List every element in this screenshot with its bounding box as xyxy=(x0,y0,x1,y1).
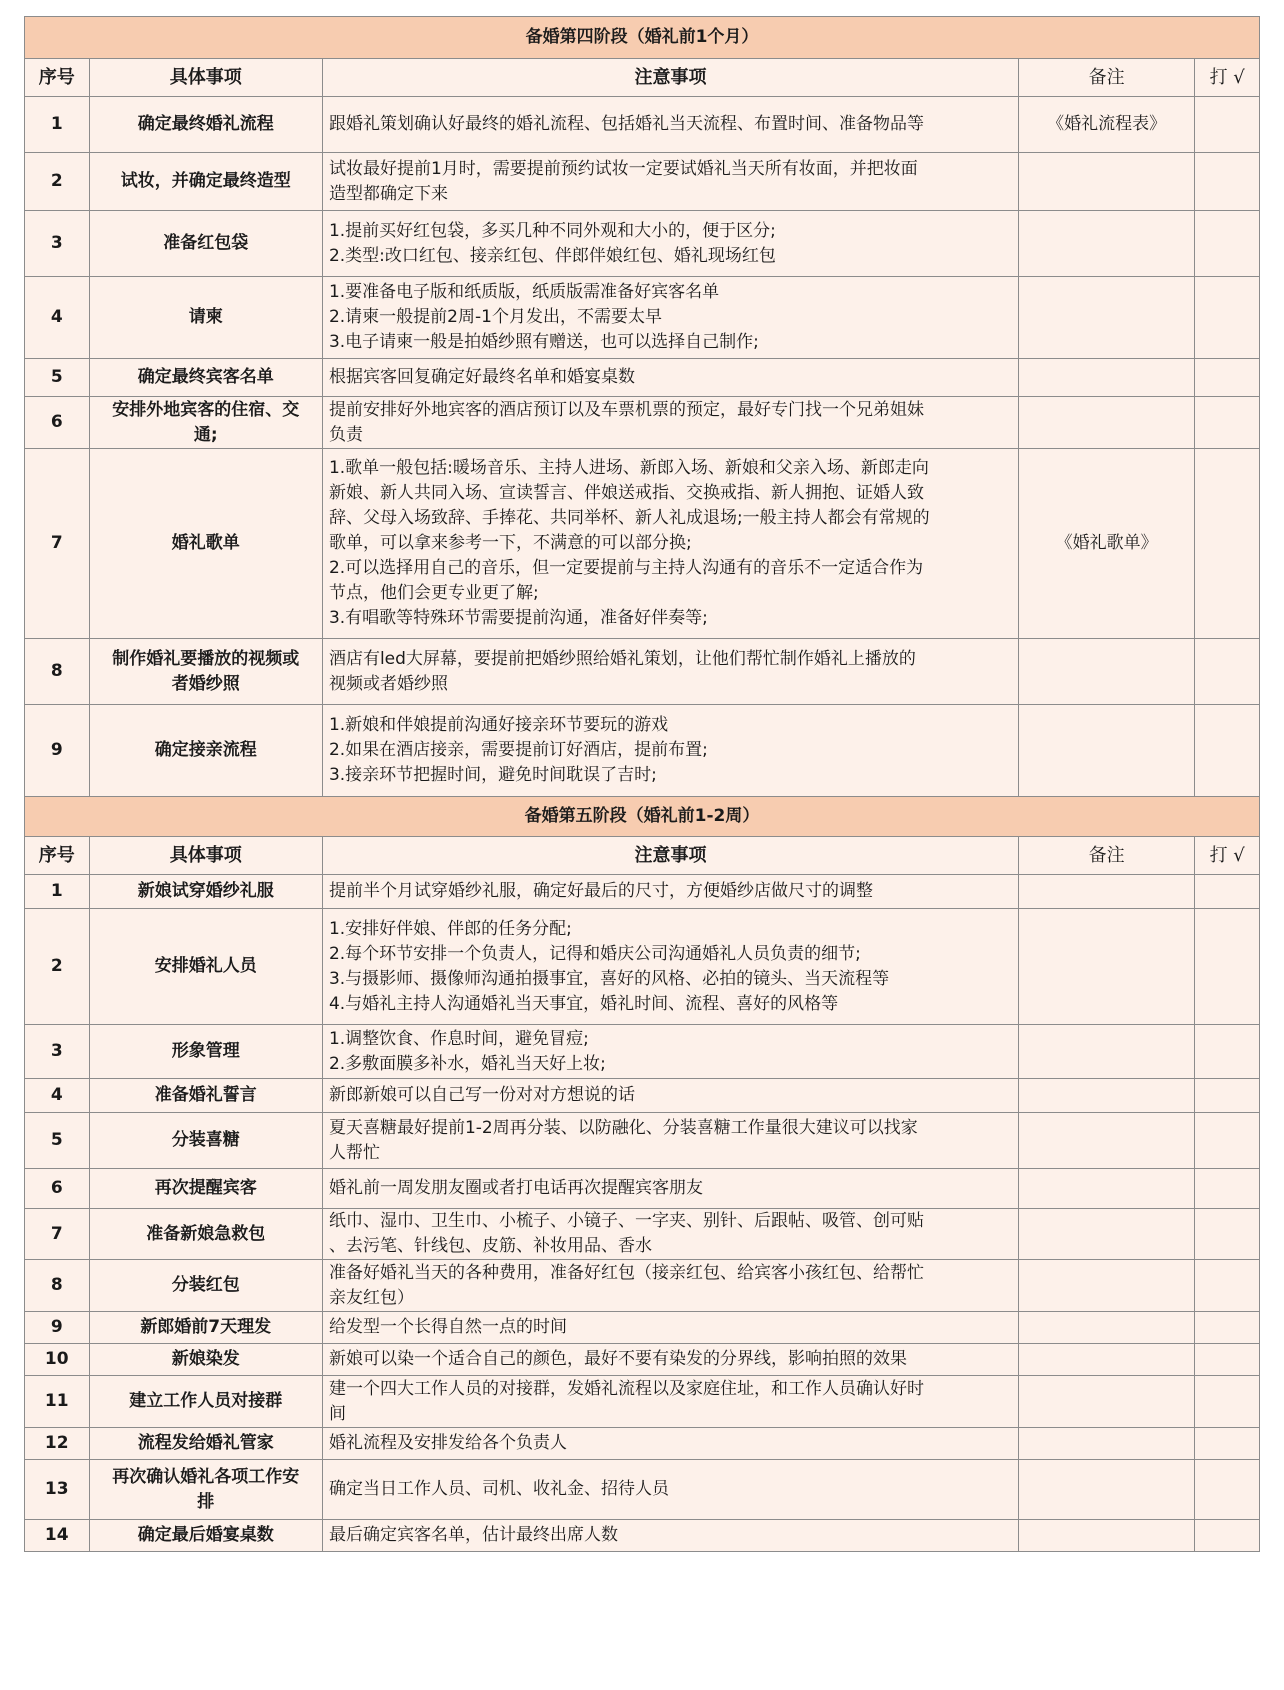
item-remark xyxy=(1018,277,1194,359)
check-cell[interactable] xyxy=(1195,875,1260,909)
item-remark: 《婚礼流程表》 xyxy=(1018,97,1194,153)
note-line: 提前安排好外地宾客的酒店预订以及车票机票的预定，最好专门找一个兄弟姐妹 xyxy=(328,399,924,420)
item-name: 请柬 xyxy=(89,277,322,359)
row-number: 3 xyxy=(25,211,90,277)
check-cell[interactable] xyxy=(1195,1113,1260,1169)
item-notes xyxy=(322,211,1018,277)
table-row xyxy=(25,705,1260,797)
note-line: 2.如果在酒店接亲，需要提前订好酒店，提前布置; xyxy=(328,740,708,760)
note-line: 歌单，可以拿来参考一下，不满意的可以部分换; xyxy=(328,533,692,553)
table-row xyxy=(25,1428,1260,1460)
note-line: 婚礼流程及安排发给各个负责人 xyxy=(328,1433,567,1453)
check-cell[interactable] xyxy=(1195,359,1260,397)
item-line: 通; xyxy=(193,424,218,445)
item-name: 流程发给婚礼管家 xyxy=(89,1428,322,1460)
item-remark xyxy=(1018,1025,1194,1079)
note-line: 2.请柬一般提前2周-1个月发出，不需要太早 xyxy=(328,307,662,327)
header-item: 具体事项 xyxy=(89,837,322,875)
row-number: 6 xyxy=(25,1169,90,1209)
note-line: 新娘可以染一个适合自己的颜色，最好不要有染发的分界线，影响拍照的效果 xyxy=(328,1349,907,1369)
header-remark: 备注 xyxy=(1018,837,1194,875)
note-line: 婚礼前一周发朋友圈或者打电话再次提醒宾客朋友 xyxy=(328,1178,703,1198)
table-row xyxy=(25,153,1260,211)
item-name: 试妆，并确定最终造型 xyxy=(89,153,322,211)
item-notes xyxy=(322,909,1018,1025)
item-name: 分装喜糖 xyxy=(89,1113,322,1169)
table-row xyxy=(25,1520,1260,1552)
check-cell[interactable] xyxy=(1195,1209,1260,1260)
note-line: 视频或者婚纱照 xyxy=(328,673,448,694)
row-number: 4 xyxy=(25,277,90,359)
note-line: 3.电子请柬一般是拍婚纱照有赠送，也可以选择自己制作; xyxy=(328,332,759,352)
check-cell[interactable] xyxy=(1195,909,1260,1025)
table-row xyxy=(25,1209,1260,1260)
note-line: 3.与摄影师、摄像师沟通拍摄事宜，喜好的风格、必拍的镜头、当天流程等 xyxy=(328,968,890,989)
column-header-row xyxy=(25,837,1260,875)
check-cell[interactable] xyxy=(1195,1169,1260,1209)
row-number: 5 xyxy=(25,1113,90,1169)
item-remark xyxy=(1018,1209,1194,1260)
item-notes xyxy=(322,449,1018,639)
checklist-sheet xyxy=(24,16,1260,1552)
note-line: 3.接亲环节把握时间，避免时间耽误了吉时; xyxy=(328,765,657,785)
table-row xyxy=(25,449,1260,639)
note-line: 2.可以选择用自己的音乐，但一定要提前与主持人沟通有的音乐不一定适合作为 xyxy=(328,558,924,578)
item-remark: 《婚礼歌单》 xyxy=(1018,449,1194,639)
table-row xyxy=(25,1312,1260,1344)
row-number: 8 xyxy=(25,1260,90,1312)
header-notes: 注意事项 xyxy=(322,59,1018,97)
item-name: 新郎婚前7天理发 xyxy=(89,1312,322,1344)
row-number: 3 xyxy=(25,1025,90,1079)
item-notes xyxy=(322,397,1018,449)
note-line: 1.提前买好红包袋，多买几种不同外观和大小的，便于区分; xyxy=(328,220,776,241)
note-line: 纸巾、湿巾、卫生巾、小梳子、小镜子、一字夹、别针、后跟帖、吸管、创可贴 xyxy=(328,1211,924,1231)
section-title: 备婚第四阶段（婚礼前1个月） xyxy=(25,17,1260,59)
item-notes xyxy=(322,1344,1018,1376)
note-line: 造型都确定下来 xyxy=(328,183,448,204)
table-row xyxy=(25,1376,1260,1428)
note-line: 亲友红包） xyxy=(328,1287,414,1308)
item-remark xyxy=(1018,1460,1194,1520)
note-line: 、去污笔、针线包、皮筋、补妆用品、香水 xyxy=(328,1236,652,1256)
header-item: 具体事项 xyxy=(89,59,322,97)
table-row xyxy=(25,397,1260,449)
note-line: 人帮忙 xyxy=(328,1142,380,1163)
check-cell[interactable] xyxy=(1195,639,1260,705)
item-remark xyxy=(1018,153,1194,211)
note-line: 确定当日工作人员、司机、收礼金、招待人员 xyxy=(328,1479,669,1499)
note-line: 1.安排好伴娘、伴郎的任务分配; xyxy=(328,918,572,939)
item-notes xyxy=(322,1460,1018,1520)
note-line: 1.歌单一般包括:暖场音乐、主持人进场、新郎入场、新娘和父亲入场、新郎走向 xyxy=(328,458,929,478)
check-cell[interactable] xyxy=(1195,153,1260,211)
item-remark xyxy=(1018,397,1194,449)
check-cell[interactable] xyxy=(1195,1428,1260,1460)
item-remark xyxy=(1018,1113,1194,1169)
check-cell[interactable] xyxy=(1195,277,1260,359)
note-line: 夏天喜糖最好提前1-2周再分装、以防融化、分装喜糖工作量很大建议可以找家 xyxy=(328,1117,918,1138)
note-line: 1.要准备电子版和纸质版，纸质版需准备好宾客名单 xyxy=(328,282,720,302)
check-cell[interactable] xyxy=(1195,397,1260,449)
row-number: 6 xyxy=(25,397,90,449)
item-remark xyxy=(1018,705,1194,797)
table-row xyxy=(25,1113,1260,1169)
item-notes xyxy=(322,705,1018,797)
note-line: 建一个四大工作人员的对接群，发婚礼流程以及家庭住址，和工作人员确认好时 xyxy=(328,1378,924,1399)
item-notes xyxy=(322,1079,1018,1113)
row-number: 11 xyxy=(25,1376,90,1428)
row-number: 2 xyxy=(25,153,90,211)
note-line: 酒店有led大屏幕，要提前把婚纱照给婚礼策划，让他们帮忙制作婚礼上播放的 xyxy=(328,648,916,669)
item-name: 确定最终婚礼流程 xyxy=(89,97,322,153)
item-remark xyxy=(1018,1079,1194,1113)
item-remark xyxy=(1018,211,1194,277)
item-name: 婚礼歌单 xyxy=(89,449,322,639)
note-line: 辞、父母入场致辞、手捧花、共同举杯、新人礼成退场;一般主持人都会有常规的 xyxy=(328,508,930,528)
note-line: 最后确定宾客名单，估计最终出席人数 xyxy=(328,1525,618,1545)
item-notes xyxy=(322,97,1018,153)
item-name: 分装红包 xyxy=(89,1260,322,1312)
item-notes xyxy=(322,875,1018,909)
item-remark xyxy=(1018,359,1194,397)
item-remark xyxy=(1018,1376,1194,1428)
check-cell[interactable] xyxy=(1195,1460,1260,1520)
item-remark xyxy=(1018,1169,1194,1209)
row-number: 1 xyxy=(25,875,90,909)
item-notes xyxy=(322,1169,1018,1209)
item-name: 准备红包袋 xyxy=(89,211,322,277)
row-number: 4 xyxy=(25,1079,90,1113)
note-line: 新郎新娘可以自己写一份对对方想说的话 xyxy=(328,1085,635,1105)
row-number: 8 xyxy=(25,639,90,705)
table-row xyxy=(25,211,1260,277)
row-number: 9 xyxy=(25,705,90,797)
item-remark xyxy=(1018,639,1194,705)
row-number: 1 xyxy=(25,97,90,153)
item-name xyxy=(89,1460,322,1520)
table-row xyxy=(25,1460,1260,1520)
item-line: 排 xyxy=(197,1491,215,1512)
item-remark xyxy=(1018,1428,1194,1460)
item-notes xyxy=(322,153,1018,211)
item-name: 新娘试穿婚纱礼服 xyxy=(89,875,322,909)
item-notes xyxy=(322,277,1018,359)
item-notes xyxy=(322,1376,1018,1428)
check-cell[interactable] xyxy=(1195,705,1260,797)
table-row xyxy=(25,1344,1260,1376)
item-notes xyxy=(322,1312,1018,1344)
column-header-row xyxy=(25,59,1260,97)
table-row xyxy=(25,1169,1260,1209)
item-notes xyxy=(322,1209,1018,1260)
table-row xyxy=(25,1260,1260,1312)
item-name: 建立工作人员对接群 xyxy=(89,1376,322,1428)
item-remark xyxy=(1018,1344,1194,1376)
item-name: 再次提醒宾客 xyxy=(89,1169,322,1209)
check-cell[interactable] xyxy=(1195,1344,1260,1376)
item-name: 确定接亲流程 xyxy=(89,705,322,797)
row-number: 9 xyxy=(25,1312,90,1344)
header-remark: 备注 xyxy=(1018,59,1194,97)
note-line: 2.类型:改口红包、接亲红包、伴郎伴娘红包、婚礼现场红包 xyxy=(328,245,776,266)
check-cell[interactable] xyxy=(1195,1079,1260,1113)
note-line: 负责 xyxy=(328,424,363,445)
item-name: 确定最后婚宴桌数 xyxy=(89,1520,322,1552)
item-line: 制作婚礼要播放的视频或 xyxy=(112,648,300,669)
note-line: 准备好婚礼当天的各种费用，准备好红包（接亲红包、给宾客小孩红包、给帮忙 xyxy=(328,1262,924,1283)
item-remark xyxy=(1018,1260,1194,1312)
item-remark xyxy=(1018,1312,1194,1344)
check-cell[interactable] xyxy=(1195,1025,1260,1079)
header-check: 打 √ xyxy=(1195,59,1260,97)
check-cell[interactable] xyxy=(1195,1312,1260,1344)
item-notes xyxy=(322,639,1018,705)
row-number: 7 xyxy=(25,1209,90,1260)
item-remark xyxy=(1018,1520,1194,1552)
note-line: 1.调整饮食、作息时间，避免冒痘; xyxy=(328,1028,589,1049)
note-line: 新娘、新人共同入场、宣读誓言、伴娘送戒指、交换戒指、新人拥抱、证婚人致 xyxy=(328,483,924,503)
header-check: 打 √ xyxy=(1195,837,1260,875)
row-number: 14 xyxy=(25,1520,90,1552)
item-notes xyxy=(322,1428,1018,1460)
item-name xyxy=(89,639,322,705)
item-name: 新娘染发 xyxy=(89,1344,322,1376)
row-number: 2 xyxy=(25,909,90,1025)
note-line: 1.新娘和伴娘提前沟通好接亲环节要玩的游戏 xyxy=(328,715,669,735)
note-line: 节点，他们会更专业更了解; xyxy=(328,583,539,603)
item-remark xyxy=(1018,909,1194,1025)
item-notes xyxy=(322,1260,1018,1312)
item-line: 再次确认婚礼各项工作安 xyxy=(112,1466,300,1487)
section-title-row xyxy=(25,17,1260,59)
item-line: 者婚纱照 xyxy=(171,673,240,694)
check-cell[interactable] xyxy=(1195,97,1260,153)
row-number: 10 xyxy=(25,1344,90,1376)
item-name: 安排婚礼人员 xyxy=(89,909,322,1025)
table-row xyxy=(25,1079,1260,1113)
check-cell[interactable] xyxy=(1195,1260,1260,1312)
check-cell[interactable] xyxy=(1195,1376,1260,1428)
item-name: 确定最终宾客名单 xyxy=(89,359,322,397)
section-title: 备婚第五阶段（婚礼前1-2周） xyxy=(25,797,1260,837)
item-name: 形象管理 xyxy=(89,1025,322,1079)
item-name: 准备新娘急救包 xyxy=(89,1209,322,1260)
item-notes xyxy=(322,1113,1018,1169)
table-row xyxy=(25,1025,1260,1079)
item-remark xyxy=(1018,875,1194,909)
note-line: 给发型一个长得自然一点的时间 xyxy=(328,1317,567,1337)
row-number: 7 xyxy=(25,449,90,639)
table-row xyxy=(25,359,1260,397)
check-cell[interactable] xyxy=(1195,211,1260,277)
table-row xyxy=(25,875,1260,909)
check-cell[interactable] xyxy=(1195,449,1260,639)
item-notes xyxy=(322,359,1018,397)
checklist-table xyxy=(24,16,1260,1552)
item-name xyxy=(89,397,322,449)
note-line: 4.与婚礼主持人沟通婚礼当天事宜，婚礼时间、流程、喜好的风格等 xyxy=(328,993,839,1014)
table-row xyxy=(25,97,1260,153)
note-line: 2.每个环节安排一个负责人，记得和婚庆公司沟通婚礼人员负责的细节; xyxy=(328,943,861,964)
note-line: 提前半个月试穿婚纱礼服，确定好最后的尺寸，方便婚纱店做尺寸的调整 xyxy=(328,881,873,901)
header-notes: 注意事项 xyxy=(322,837,1018,875)
header-num: 序号 xyxy=(25,837,90,875)
header-num: 序号 xyxy=(25,59,90,97)
item-name: 准备婚礼誓言 xyxy=(89,1079,322,1113)
item-line: 安排外地宾客的住宿、交 xyxy=(112,399,300,420)
note-line: 3.有唱歌等特殊环节需要提前沟通，准备好伴奏等; xyxy=(328,608,708,628)
note-line: 根据宾客回复确定好最终名单和婚宴桌数 xyxy=(328,367,635,387)
table-row xyxy=(25,277,1260,359)
table-row xyxy=(25,639,1260,705)
item-notes xyxy=(322,1520,1018,1552)
check-cell[interactable] xyxy=(1195,1520,1260,1552)
section-title-row xyxy=(25,797,1260,837)
row-number: 13 xyxy=(25,1460,90,1520)
note-line: 间 xyxy=(328,1403,346,1424)
row-number: 12 xyxy=(25,1428,90,1460)
note-line: 2.多敷面膜多补水，婚礼当天好上妆; xyxy=(328,1053,606,1074)
note-line: 试妆最好提前1月时，需要提前预约试妆一定要试婚礼当天所有妆面，并把妆面 xyxy=(328,158,918,179)
item-notes xyxy=(322,1025,1018,1079)
table-row xyxy=(25,909,1260,1025)
row-number: 5 xyxy=(25,359,90,397)
note-line: 跟婚礼策划确认好最终的婚礼流程、包括婚礼当天流程、布置时间、准备物品等 xyxy=(328,114,924,134)
